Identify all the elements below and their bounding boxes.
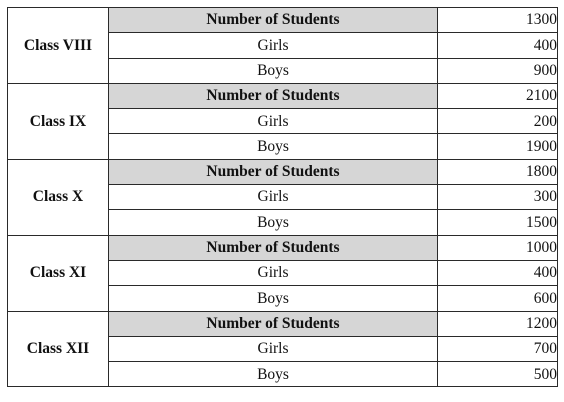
row-label-cell: Boys xyxy=(109,58,438,83)
class-name-cell: Class X xyxy=(8,159,109,235)
row-value-cell: 1200 xyxy=(438,311,558,336)
row-label-cell: Girls xyxy=(109,260,438,285)
row-label-cell: Girls xyxy=(109,336,438,361)
row-label-cell: Boys xyxy=(109,286,438,311)
row-label-cell: Number of Students xyxy=(109,83,438,108)
row-label-cell: Boys xyxy=(109,210,438,235)
row-value-cell: 700 xyxy=(438,336,558,361)
row-label-cell: Boys xyxy=(109,134,438,159)
class-name-cell: Class XI xyxy=(8,235,109,311)
table-row xyxy=(8,311,558,336)
row-value-cell: 2100 xyxy=(438,83,558,108)
row-value-cell: 1000 xyxy=(438,235,558,260)
table-row xyxy=(8,235,558,260)
row-label-cell: Girls xyxy=(109,33,438,58)
row-value-cell: 400 xyxy=(438,260,558,285)
row-value-cell: 1800 xyxy=(438,159,558,184)
table-row xyxy=(8,159,558,184)
row-value-cell: 600 xyxy=(438,286,558,311)
row-label-cell: Number of Students xyxy=(109,311,438,336)
class-name-cell: Class VIII xyxy=(8,8,109,84)
row-value-cell: 1300 xyxy=(438,8,558,33)
row-label-cell: Girls xyxy=(109,109,438,134)
row-value-cell: 1900 xyxy=(438,134,558,159)
row-label-cell: Number of Students xyxy=(109,235,438,260)
row-value-cell: 400 xyxy=(438,33,558,58)
table-row xyxy=(8,8,558,33)
table-row xyxy=(8,83,558,108)
row-label-cell: Girls xyxy=(109,185,438,210)
student-table-container xyxy=(7,7,558,387)
row-value-cell: 900 xyxy=(438,58,558,83)
student-count-table xyxy=(7,7,558,387)
row-value-cell: 300 xyxy=(438,185,558,210)
row-value-cell: 1500 xyxy=(438,210,558,235)
row-value-cell: 200 xyxy=(438,109,558,134)
row-label-cell: Number of Students xyxy=(109,8,438,33)
class-name-cell: Class IX xyxy=(8,83,109,159)
row-label-cell: Boys xyxy=(109,362,438,387)
row-label-cell: Number of Students xyxy=(109,159,438,184)
row-value-cell: 500 xyxy=(438,362,558,387)
class-name-cell: Class XII xyxy=(8,311,109,387)
